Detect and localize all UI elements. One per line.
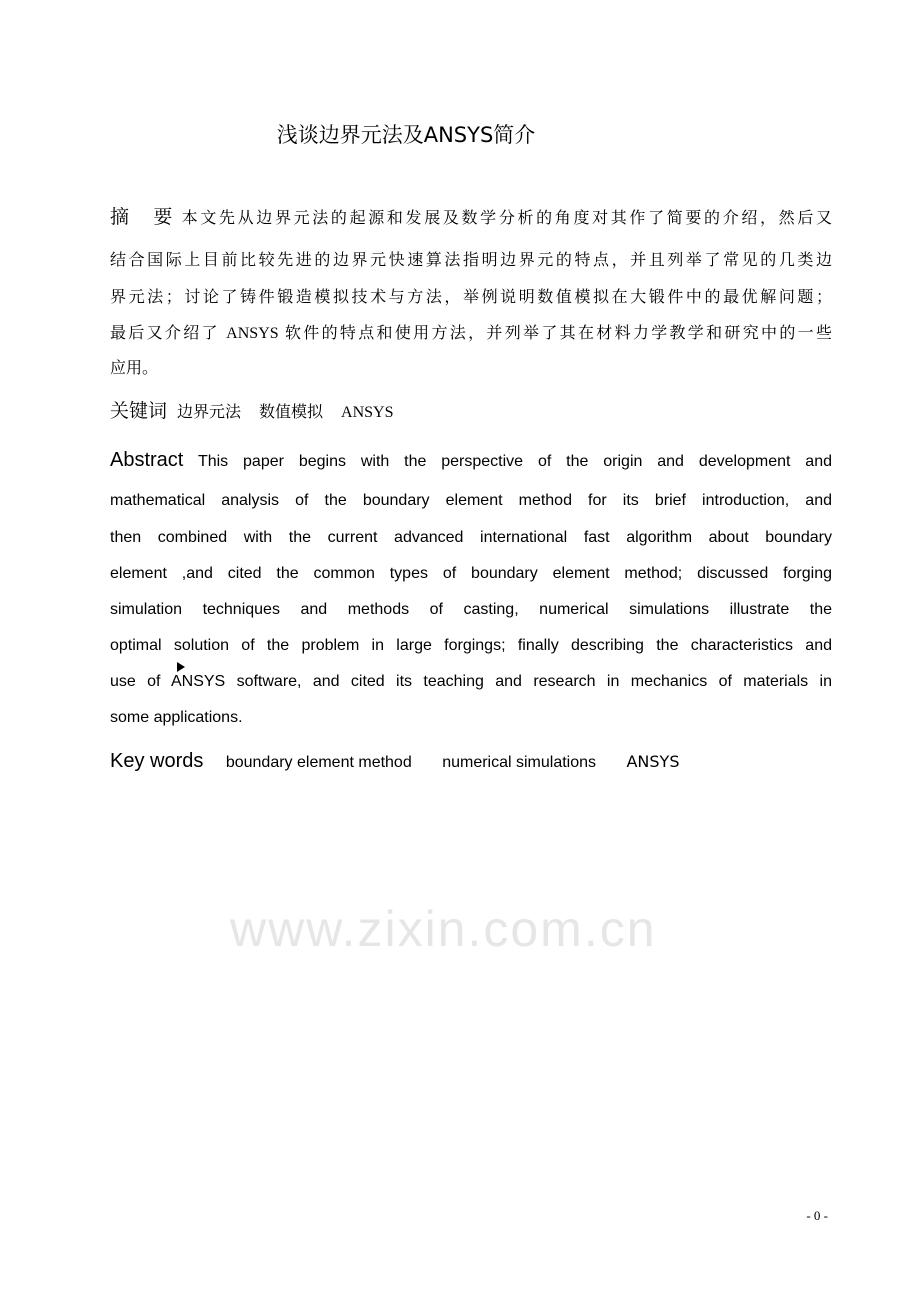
abstract-en-line: use of ANSYS software, and cited its teaching and research in mechanics of materials in bbox=[110, 673, 832, 690]
keywords-zh bbox=[110, 400, 832, 424]
abstract-en-line: element ,and cited the common types of boundary element method; discussed forging bbox=[110, 565, 832, 582]
abstract-zh-line: 最后又介绍了 ANSYS 软件的特点和使用方法，并列举了其在材料力学教学和研究中的一些 bbox=[110, 325, 832, 342]
abstract-en-line: optimal solution of the problem in large forgings; finally describing the characteristics and bbox=[110, 637, 832, 654]
page-title: 浅谈边界元法及ANSYS简介 bbox=[276, 123, 536, 147]
page-number: - 0 - bbox=[806, 1208, 828, 1223]
abstract-en-label: Abstract bbox=[110, 449, 184, 471]
abstract-en-line: simulation techniques and methods of casting, numerical simulations illustrate the bbox=[110, 601, 832, 618]
watermark: www.zixin.com.cn bbox=[230, 901, 657, 957]
arrow-cursor-icon bbox=[177, 662, 185, 672]
keywords-en-label: Key words bbox=[110, 750, 204, 772]
keywords-en bbox=[110, 750, 832, 774]
abstract-en-line: mathematical analysis of the boundary element method for its brief introduction, and bbox=[110, 492, 832, 509]
abstract-zh-text: 本文先从边界元法的起源和发展及数学分析的角度对其作了简要的介绍，然后又 bbox=[181, 210, 832, 227]
keyword: ANSYS bbox=[341, 404, 394, 421]
abstract-zh-line: 应用。 bbox=[110, 360, 159, 377]
abstract-zh-line: 界元法；讨论了铸件锻造模拟技术与方法，举例说明数值模拟在大锻件中的最优解问题； bbox=[110, 289, 832, 306]
keyword: numerical simulations bbox=[442, 754, 597, 771]
abstract-zh-label: 摘 要 bbox=[110, 206, 175, 228]
abstract-en-line bbox=[110, 449, 832, 473]
abstract-zh-line bbox=[110, 206, 832, 230]
keywords-zh-label: 关键词 bbox=[110, 400, 168, 422]
keyword: ANSYS bbox=[626, 752, 680, 771]
abstract-zh-line: 结合国际上目前比较先进的边界元快速算法指明边界元的特点，并且列举了常见的几类边 bbox=[110, 252, 832, 269]
abstract-en-line: some applications. bbox=[110, 709, 243, 726]
keyword: boundary element method bbox=[225, 754, 412, 771]
keyword: 边界元法 bbox=[177, 404, 242, 421]
abstract-en-text: This paper begins with the perspective of the origin and development and bbox=[197, 453, 833, 470]
keyword: 数值模拟 bbox=[259, 404, 324, 421]
abstract-en-line: then combined with the current advanced international fast algorithm about boundary bbox=[110, 529, 832, 546]
